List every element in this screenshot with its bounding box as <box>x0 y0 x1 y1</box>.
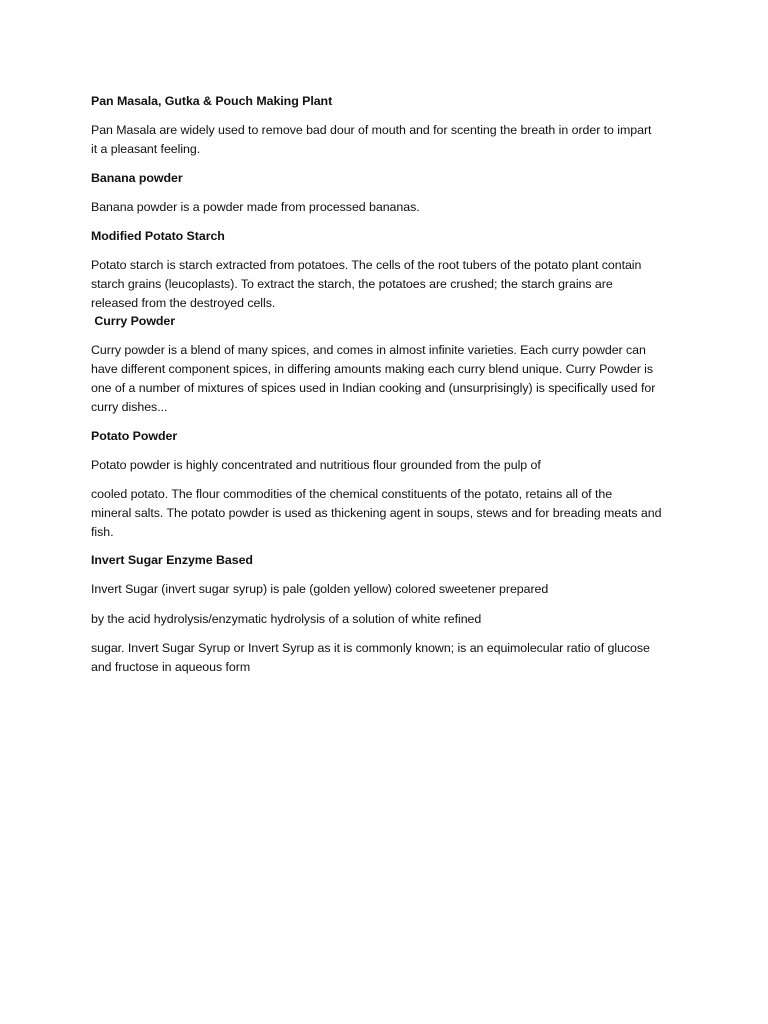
paragraph-line: it a pleasant feeling. <box>91 142 201 156</box>
paragraph-line: fish. <box>91 525 114 539</box>
paragraph-line: released from the destroyed cells. <box>91 296 276 310</box>
section-heading: Pan Masala, Gutka & Pouch Making Plant <box>91 94 333 108</box>
paragraph-line: Potato powder is highly concentrated and nutritious flour grounded from the pulp of <box>91 458 541 472</box>
paragraph-line: and fructose in aqueous form <box>91 660 251 674</box>
paragraph-line: Curry powder is a blend of many spices, and comes in almost infinite varieties. Each curry powder can <box>91 343 646 357</box>
section-heading: Curry Powder <box>91 314 176 328</box>
paragraph-line: curry dishes... <box>91 400 168 414</box>
paragraph-line: have different component spices, in differing amounts making each curry blend unique. Curry Powder is <box>91 362 654 376</box>
paragraph-line: Banana powder is a powder made from processed bananas. <box>91 200 420 214</box>
paragraph-line: Potato starch is starch extracted from potatoes. The cells of the root tubers of the potato plant contain <box>91 258 642 272</box>
paragraph-line: one of a number of mixtures of spices used in Indian cooking and (unsurprisingly) is specifically used for <box>91 381 656 395</box>
section-heading: Modified Potato Starch <box>91 229 225 243</box>
section-heading: Potato Powder <box>91 429 178 443</box>
paragraph-line: by the acid hydrolysis/enzymatic hydrolysis of a solution of white refined <box>91 612 482 626</box>
paragraph-line: Invert Sugar (invert sugar syrup) is pale (golden yellow) colored sweetener prepared <box>91 582 549 596</box>
paragraph-line: Pan Masala are widely used to remove bad dour of mouth and for scenting the breath in order to impart <box>91 123 652 137</box>
paragraph-line: starch grains (leucoplasts). To extract the starch, the potatoes are crushed; the starch grains are <box>91 277 613 291</box>
section-heading: Invert Sugar Enzyme Based <box>91 553 253 567</box>
paragraph-line: cooled potato. The flour commodities of the chemical constituents of the potato, retains all of the <box>91 487 613 501</box>
paragraph-line: mineral salts. The potato powder is used as thickening agent in soups, stews and for breading meats and <box>91 506 662 520</box>
section-heading: Banana powder <box>91 171 183 185</box>
paragraph-line: sugar. Invert Sugar Syrup or Invert Syrup as it is commonly known; is an equimolecular ratio of glucose <box>91 641 650 655</box>
